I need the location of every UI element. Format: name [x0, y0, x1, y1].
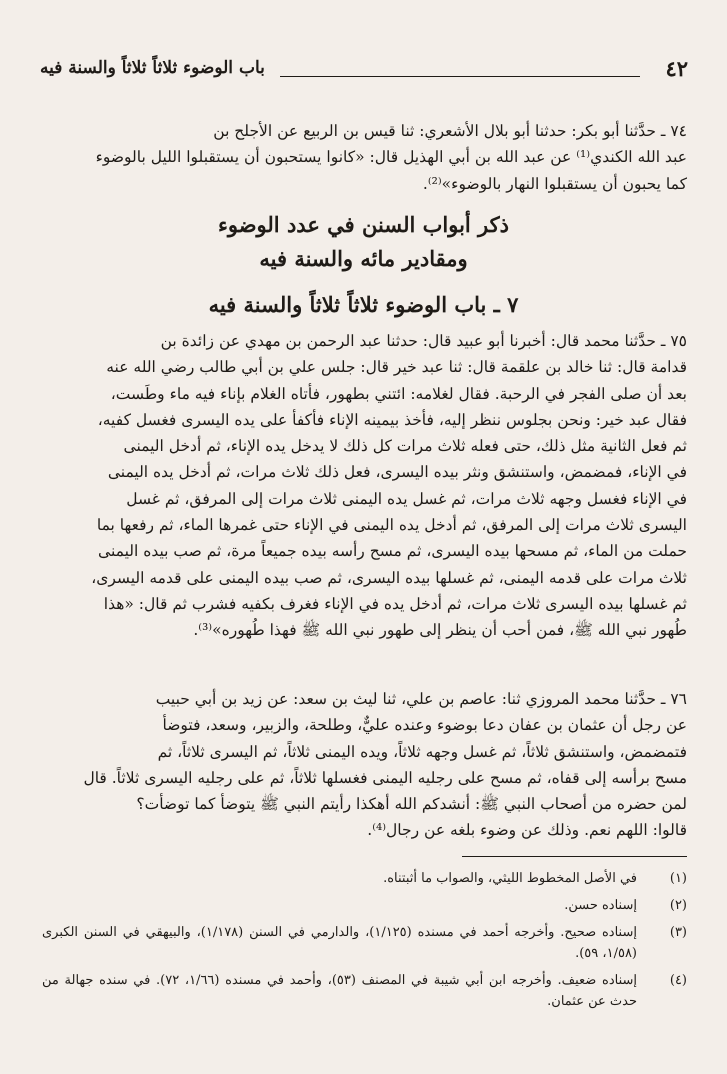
text-line: ٧٥ ـ حدَّثنا محمد قال: أخبرنا أبو عبيد قال: حدثنا عبد الرحمن بن مهدي عن زائدة بن [160, 332, 687, 350]
text-line: ثم فعل الثانية مثل ذلك، حتى فعله ثلاث مرات كل ذلك لا يدخل يده الإناء، ثم أدخل اليمنى [123, 437, 687, 456]
running-title: باب الوضوء ثلاثاً ثلاثاً والسنة فيه [40, 58, 265, 78]
footnote-number: (٣) [669, 925, 687, 940]
text-line: مسح برأسه إلى قفاه، ثم مسح على رجليه اليمنى فغسلها ثلاثاً، ثم على رجليه اليسرى ثلاثاً. قال [83, 768, 687, 787]
hadith-75 [42, 328, 687, 644]
hadith-74 [42, 118, 687, 197]
text-line: ثلاث مرات على قدمه اليمنى، ثم غسلها بيده اليسرى، ثم صب بيده اليمنى على قدمه اليسرى، [91, 568, 687, 587]
text-line: لمن حضره من أصحاب النبي ﷺ: أنشدكم الله أهكذا رأيتم النبي ﷺ يتوضأ كما توضأت؟ [136, 795, 687, 814]
footnote-number: (٤) [669, 973, 687, 988]
hadith-76 [42, 686, 687, 844]
footnote-number: (١) [669, 871, 687, 886]
page-number: ٤٢ [665, 56, 688, 81]
text-line: ٧٦ ـ حدَّثنا محمد المروزي ثنا: عاصم بن علي، ثنا ليث بن سعد: عن زيد بن أبي حبيب [155, 690, 687, 708]
text-line: عن رجل أن عثمان بن عفان دعا بوضوء وعنده عليٌّ، وطلحة، والزبير، وسعد، فتوضأ [162, 716, 687, 735]
text-line: ثم غسلها بيده اليسرى ثلاث مرات، ثم أدخل يده في الإناء فغرف بكفيه فشرب ثم قال: «هذا [103, 594, 687, 613]
footnote-text: في الأصل المخطوط الليثي، والصواب ما أثبتناه. [383, 871, 637, 886]
text-line: ٧٤ ـ حدَّثنا أبو بكر: حدثنا أبو بلال الأشعري: ثنا قيس بن الربيع عن الأجلح بن [213, 122, 687, 140]
footnote [42, 922, 687, 964]
footnote [42, 868, 687, 889]
footnote-text: إسناده ضعيف. وأخرجه ابن أبي شيبة في المصنف (٥٣)، وأحمد في مسنده (١/٦٦، ٧٢). في سنده جهالة من حدث عن عثمان. [42, 973, 638, 1009]
text-line: قالوا: اللهم نعم. وذلك عن وضوء بلغه عن رجال⁽⁴⁾. [367, 821, 687, 840]
running-header [40, 56, 688, 88]
text-line: فتمضمض، واستنشق ثلاثاً، ثم غسل وجهه ثلاثاً، ويده اليمنى ثلاثاً، ثم اليسرى ثلاثاً، ثم [157, 742, 687, 761]
text-line: عبد الله الكندي⁽¹⁾ عن عبد الله بن أبي الهذيل قال: «كانوا يستحبون أن يستقبلوا الليل بالوضوء [95, 148, 687, 167]
text-line: طُهور نبي الله ﷺ، فمن أحب أن ينظر إلى طهور نبي الله ﷺ فهذا طُهوره»⁽³⁾. [193, 621, 687, 640]
header-rule [280, 76, 640, 77]
text-line: فقال عبد خير: ونحن بجلوس ننظر إليه، فأخذ بيمينه الإناء فأكفأ على يده اليسرى فغسل كفيه، [97, 410, 687, 429]
text-line: حملت من الماء، ثم مسحها بيده اليسرى، ثم مسح رأسه بيده جميعاً مرة، ثم صب بيده اليمنى [98, 542, 687, 561]
footnote [42, 895, 687, 916]
footnote-number: (٢) [669, 898, 687, 913]
section-heading-line-1: ذكر أبواب السنن في عدد الوضوء [218, 212, 509, 237]
footnote [42, 970, 687, 1012]
footnote-separator [462, 856, 687, 857]
text-line: في الإناء فغسل وجهه ثلاث مرات، ثم غسل يده اليمنى ثلاث مرات إلى المرفق، ثم غسل [126, 489, 687, 508]
text-line: قدامة قال: ثنا خالد بن علقمة قال: ثنا عبد خير قال: جلس علي بن أبي طالب رضي الله عنه [106, 358, 687, 377]
text-line: بعد أن صلى الفجر في الرحبة. فقال لغلامه: ائتني بطهور، فأتاه الغلام بإناء فيه ماء وطَست، [110, 384, 687, 403]
footnotes [42, 868, 687, 1018]
text-line: كما يحبون أن يستقبلوا النهار بالوضوء»⁽²⁾. [422, 174, 687, 193]
text-line: في الإناء، فمضمض، واستنشق ونثر بيده اليسرى، فعل ذلك ثلاث مرات، ثم أدخل يده اليمنى [107, 463, 687, 482]
text-line: اليسرى ثلاث مرات إلى المرفق، ثم أدخل يده اليمنى في الإناء حتى غمرها الماء، ثم رفعها بما [96, 516, 687, 535]
footnote-text: إسناده حسن. [564, 898, 637, 913]
chapter-heading: ٧ ـ باب الوضوء ثلاثاً ثلاثاً والسنة فيه [208, 292, 519, 317]
section-heading-line-2: ومقادير مائه والسنة فيه [259, 246, 468, 271]
footnote-text: إسناده صحيح. وأخرجه أحمد في مسنده (١/١٢٥)، والدارمي في السنن (١/١٧٨)، والبيهقي في السنن الكبرى (١/٥٨، ٥٩). [42, 925, 637, 961]
